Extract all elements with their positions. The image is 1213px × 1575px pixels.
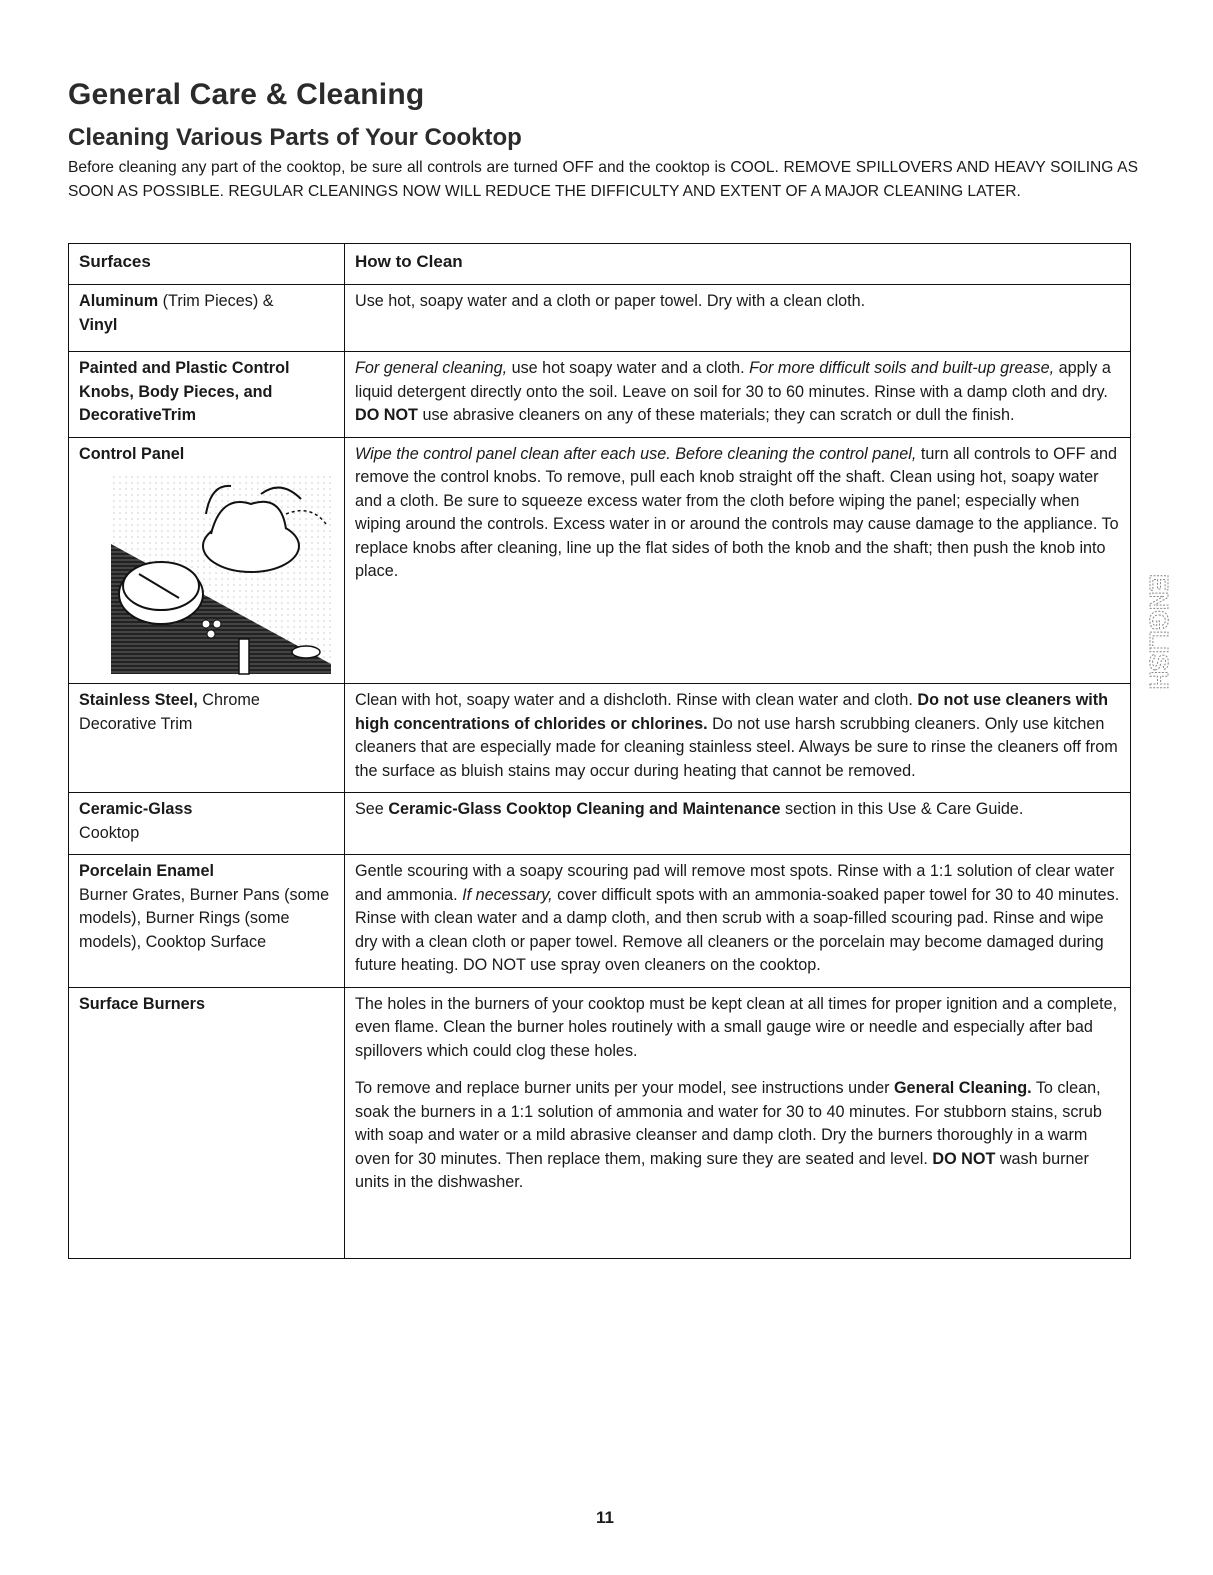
- surface-name: Porcelain Enamel: [79, 862, 214, 880]
- table-row: [69, 285, 1131, 352]
- surface-name: Painted and Plastic Control Knobs, Body Pieces, and DecorativeTrim: [79, 359, 290, 424]
- surface-cell: [69, 855, 345, 988]
- instruction-text: Gentle scouring with a soapy scouring pad will remove most spots. Rinse with a 1:1 solution of clear water and ammonia.: [355, 862, 1115, 904]
- instruction-text: See: [355, 800, 389, 818]
- knob-removal-illustration: [111, 474, 331, 674]
- instruction-text: General Cleaning.: [893, 1079, 1032, 1097]
- instruction-cell: [345, 352, 1131, 438]
- instruction-text: wash burner units in the dishwasher.: [355, 1149, 1089, 1191]
- language-label: ENGLISH: [1144, 574, 1174, 690]
- surface-name: Aluminum: [79, 292, 159, 310]
- surface-cell: [69, 285, 345, 352]
- instruction-text: For general cleaning,: [355, 359, 508, 377]
- table-header-row: [69, 244, 1131, 285]
- instruction-text: To clean, soak the burners in a 1:1 solution of ammonia and water for 30 to 40 minutes. For stubborn stains, scrub with soap and water or a mild abrasive cleanser and damp cloth. Dry the burners thoroughly in a warm oven for 30 minutes. Then replace them, making sure they are seated and level.: [355, 1079, 1102, 1168]
- instruction-text: DO NOT: [355, 406, 418, 424]
- surface-detail: Chrome Decorative Trim: [79, 691, 260, 733]
- surface-name: Ceramic-Glass: [79, 800, 193, 818]
- header-how-to-clean: How to Clean: [345, 244, 1131, 285]
- surface-name: Control Panel: [79, 444, 185, 463]
- instruction-cell: [345, 684, 1131, 793]
- page-title: General Care & Cleaning: [68, 78, 425, 111]
- instruction-text: For more difficult soils and built-up grease,: [749, 359, 1055, 377]
- table-row: [69, 437, 1131, 684]
- instruction-cell: [345, 987, 1131, 1258]
- instruction-text: Wipe the control panel clean after each use. Before cleaning the control panel,: [355, 444, 917, 463]
- surface-cell: [69, 437, 345, 684]
- table-row: [69, 684, 1131, 793]
- surface-name: Stainless Steel,: [79, 691, 198, 709]
- surface-detail: Burner Grates, Burner Pans (some models), Burner Rings (some models), Cooktop Surface: [79, 885, 330, 951]
- header-surfaces: Surfaces: [69, 244, 345, 285]
- instruction-text: Do not use cleaners with high concentrations of chlorides or chlorines.: [355, 691, 1109, 733]
- instruction-text: Do not use harsh scrubbing cleaners. Only use kitchen cleaners that are especially made for cleaning stainless steel. Always be sure to rinse the cleaners off from the surface as bluish stains may occur during heating that cannot be removed.: [355, 714, 1118, 780]
- surface-cell: [69, 352, 345, 438]
- language-side-tab: [1128, 566, 1174, 716]
- surface-detail: (Trim Pieces) &: [158, 292, 274, 310]
- surface-cell: [69, 684, 345, 793]
- instruction-text: Clean with hot, soapy water and a dishcloth. Rinse with clean water and cloth.: [355, 691, 918, 709]
- instruction-paragraph: The holes in the burners of your cooktop must be kept clean at all times for proper ignition and a complete, even flame. Clean the burner holes routinely with a small gauge wire or needle and especially after bad spillovers which could clog these holes.: [355, 994, 1118, 1060]
- instruction-text: apply a liquid detergent directly onto the soil. Leave on soil for 30 to 60 minutes. Rinse with a damp cloth and dry.: [355, 359, 1111, 401]
- instruction-cell: [345, 285, 1131, 352]
- surface-name: Vinyl: [79, 315, 118, 334]
- surface-cell: [69, 987, 345, 1258]
- table-row: [69, 855, 1131, 988]
- instruction-paragraph: [355, 1077, 1120, 1195]
- table-row: [69, 352, 1131, 438]
- instruction-text: DO NOT: [932, 1149, 996, 1168]
- page-number: 11: [596, 1508, 614, 1527]
- table-row: [69, 987, 1131, 1258]
- instruction-text: cover difficult spots with an ammonia-soaked paper towel for 30 to 40 minutes. Rinse with clean water and a damp cloth, and then scrub with a soap-filled scouring pad. Rinse and wipe dry with a clean cloth or paper towel. Remove all cleaners or the porcelain may become damaged during future heating. DO NOT use spray oven cleaners on the cooktop.: [355, 885, 1120, 974]
- instruction-text: Use hot, soapy water and a cloth or paper towel. Dry with a clean cloth.: [355, 292, 866, 310]
- table-row: [69, 793, 1131, 855]
- instruction-text: section in this Use & Care Guide.: [780, 800, 1024, 818]
- surface-name: Surface Burners: [79, 994, 205, 1013]
- section-title: Cleaning Various Parts of Your Cooktop: [68, 124, 522, 151]
- instruction-text: If necessary,: [462, 885, 553, 904]
- instruction-cell: [345, 855, 1131, 988]
- cleaning-table: [68, 243, 1131, 1259]
- instruction-text: To remove and replace burner units per your model, see instructions under: [355, 1079, 894, 1097]
- instruction-text: turn all controls to OFF and remove the control knobs. To remove, pull each knob straight off the shaft. Clean using hot, soapy water and a cloth. Be sure to squeeze excess water from the cloth before wiping the panel; especially when wiping around the controls. Excess water in or around the controls may cause damage to the appliance. To replace knobs after cleaning, line up the flat sides of both the knob and the shaft; then push the knob into place.: [355, 444, 1119, 580]
- instruction-text: use abrasive cleaners on any of these materials; they can scratch or dull the finish.: [417, 406, 1015, 424]
- instruction-cell: [345, 793, 1131, 855]
- instruction-cell: [345, 437, 1131, 684]
- instruction-text: Ceramic-Glass Cooktop Cleaning and Maintenance: [388, 800, 781, 818]
- surface-detail: Cooktop: [79, 823, 140, 842]
- instruction-text: use hot soapy water and a cloth.: [507, 359, 750, 377]
- intro-paragraph: Before cleaning any part of the cooktop, be sure all controls are turned OFF and the cooktop is COOL. REMOVE SPILLOVERS AND HEAVY SOILING AS SOON AS POSSIBLE. REGULAR CLEANINGS NOW WILL REDUCE THE DIFFICULTY AND EXTENT OF A MAJOR CLEANING LATER.: [68, 159, 1138, 200]
- surface-cell: [69, 793, 345, 855]
